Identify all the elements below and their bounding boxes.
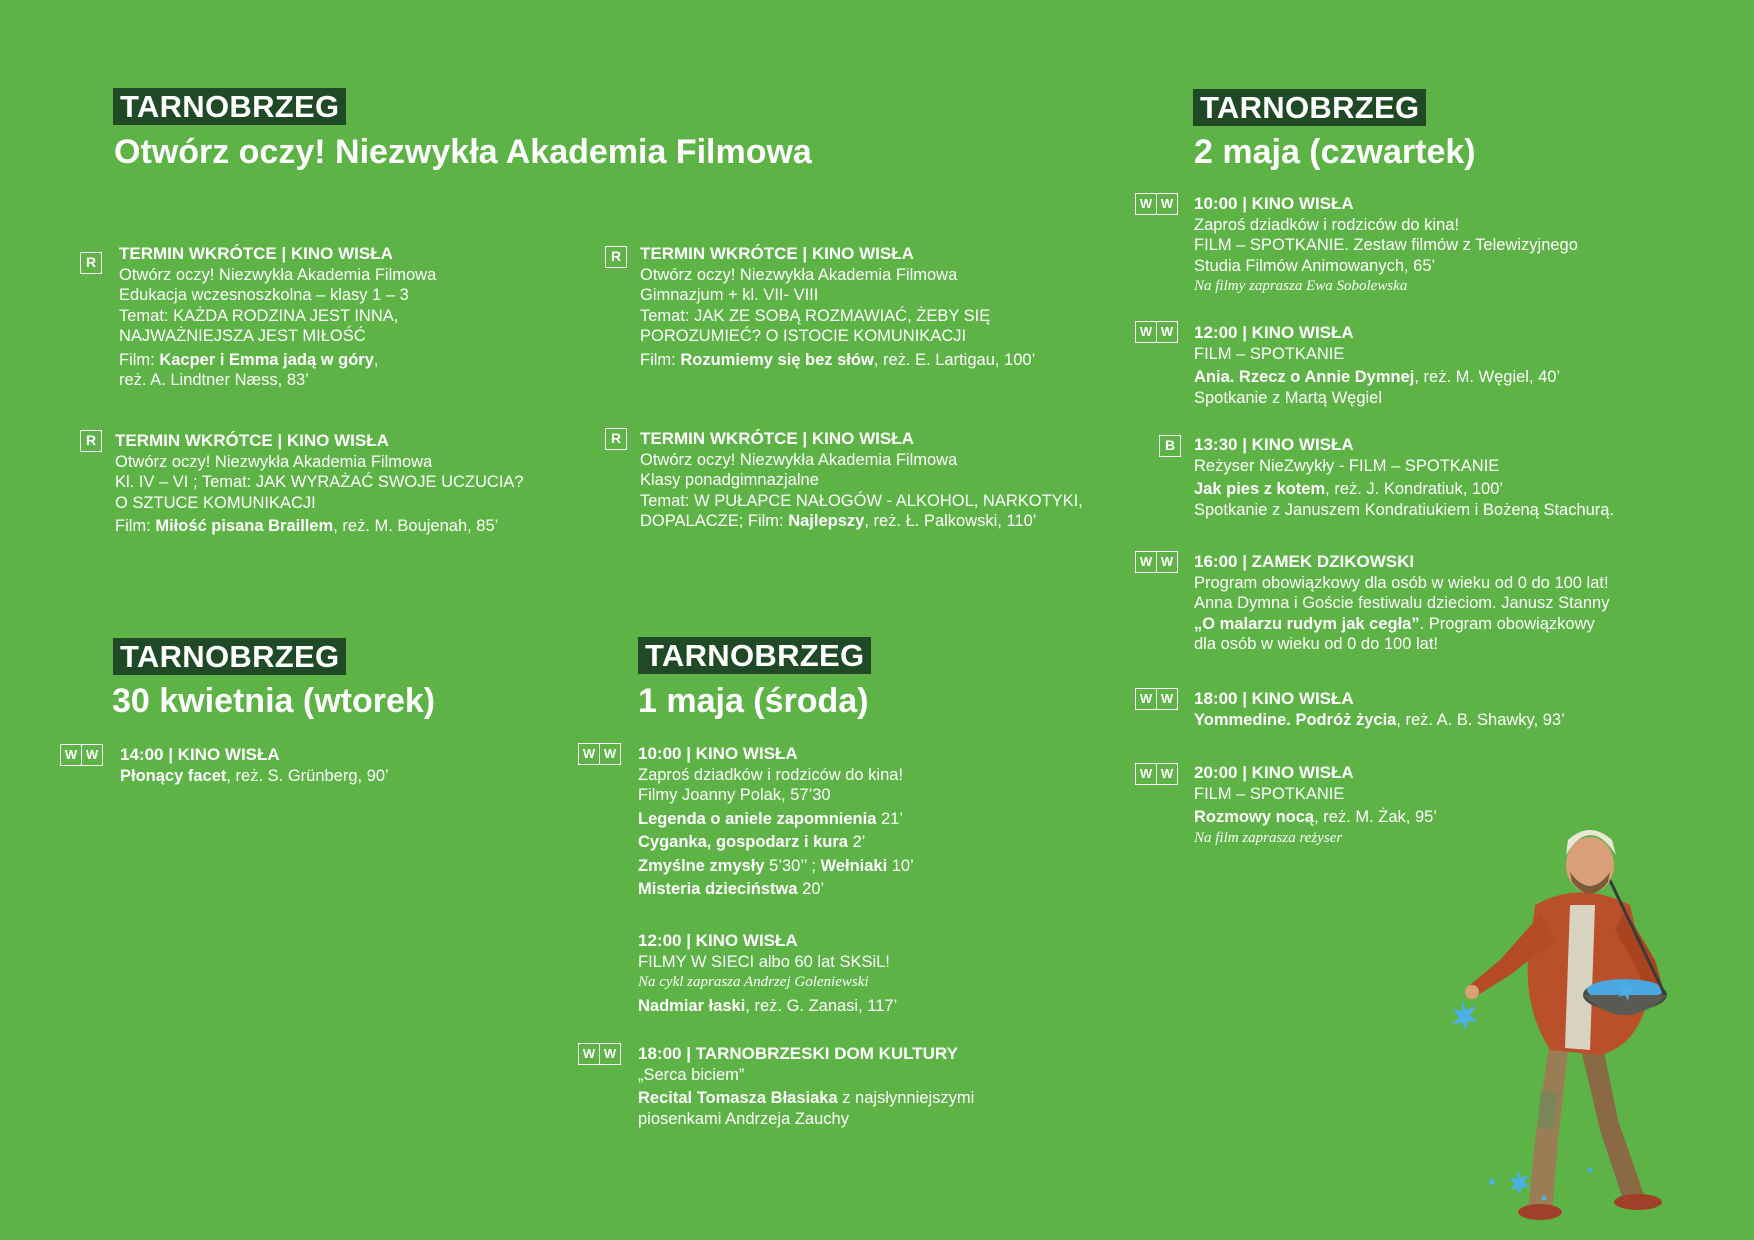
event-line: Temat: W PUŁAPCE NAŁOGÓW - ALKOHOL, NARKOTYKI, [640, 491, 1083, 510]
event-film: Jak pies z kotem, reż. J. Kondratiuk, 100’ [1194, 480, 1504, 498]
sower-illustration [1440, 810, 1690, 1220]
event-film: DOPALACZE; Film: Najlepszy, reż. Ł. Palkowski, 110’ [640, 512, 1037, 530]
event-film: Płonący facet, reż. S. Grünberg, 90’ [120, 766, 389, 785]
event-note: Na cykl zaprasza Andrzej Goleniewski [638, 974, 869, 990]
badge-ww: W W [1135, 763, 1178, 785]
badge-r: R [80, 430, 102, 452]
event-line: Program obowiązkowy dla osób w wieku od 0 do 100 lat! [1194, 573, 1609, 592]
event-time: 13:30 | KINO WISŁA [1194, 435, 1354, 454]
event-line: Otwórz oczy! Niezwykła Akademia Filmowa [115, 452, 433, 471]
event-line: Filmy Joanny Polak, 57’30 [638, 786, 831, 804]
event-line: dla osób w wieku od 0 do 100 lat! [1194, 635, 1438, 653]
event-line: FILM – SPOTKANIE [1194, 344, 1345, 363]
event-2may-4 [1194, 552, 1609, 655]
city-tag-30april: TARNOBRZEG [113, 638, 346, 675]
event-line: Temat: JAK ZE SOBĄ ROZMAWIAĆ, ŻEBY SIĘ [640, 306, 991, 325]
city-tag-academy: TARNOBRZEG [113, 88, 346, 125]
event-time: TERMIN WKRÓTCE | KINO WISŁA [640, 429, 914, 448]
event-film: Film: Kacper i Emma jadą w góry, [119, 350, 379, 369]
event-line: Klasy ponadgimnazjalne [640, 471, 819, 489]
event-line: POROZUMIEĆ? O ISTOCIE KOMUNIKACJI [640, 327, 967, 345]
event-film: Rozmowy nocą, reż. M. Żak, 95’ [1194, 808, 1437, 826]
event-line: FILMY W SIECI albo 60 lat SKSiL! [638, 952, 890, 971]
event-line: Gimnazjum + kl. VII- VIII [640, 286, 819, 304]
film-title: Jak pies z kotem [1194, 480, 1326, 498]
academy-event-3 [115, 431, 524, 537]
film-title: Płonący facet [120, 766, 227, 785]
film-title: Najlepszy [788, 512, 865, 530]
event-note: Na filmy zaprasza Ewa Sobolewska [1194, 278, 1408, 294]
event-line: Otwórz oczy! Niezwykła Akademia Filmowa [640, 450, 958, 469]
event-line: Kl. IV – VI ; Temat: JAK WYRAŻAĆ SWOJE UCZUCIA? [115, 473, 524, 491]
event-2may-1 [1194, 194, 1578, 297]
event-line: Spotkanie z Januszem Kondratiukiem i Bożeną Stachurą. [1194, 500, 1615, 519]
event-time: TERMIN WKRÓTCE | KINO WISŁA [640, 244, 914, 263]
film-title: Zmyślne zmysły [638, 856, 765, 875]
event-note: Na film zaprasza reżyser [1194, 829, 1343, 846]
event-time: TERMIN WKRÓTCE | KINO WISŁA [119, 244, 393, 263]
badge-r: R [605, 246, 627, 268]
film-title: Legenda o aniele zapomnienia [638, 809, 877, 828]
event-1may-3 [638, 1044, 974, 1129]
event-film: Nadmiar łaski, reż. G. Zanasi, 117’ [638, 996, 898, 1015]
badge-r: R [605, 428, 627, 450]
film-title: Misteria dzieciństwa [638, 880, 798, 898]
event-time: 18:00 | TARNOBRZESKI DOM KULTURY [638, 1044, 958, 1063]
event-time: 12:00 | KINO WISŁA [1194, 323, 1354, 342]
city-tag-2may: TARNOBRZEG [1193, 89, 1426, 126]
badge-b: B [1159, 435, 1181, 457]
event-line: „Serca biciem” [638, 1065, 745, 1084]
date-title-1may: 1 maja (środa) [638, 682, 869, 720]
film-title: Rozmowy nocą [1194, 808, 1315, 826]
event-line: Zaproś dziadków i rodziców do kina! [638, 765, 904, 784]
event-line: Zaproś dziadków i rodziców do kina! [1194, 215, 1460, 234]
event-time: 14:00 | KINO WISŁA [120, 745, 280, 764]
badge-r: R [80, 252, 102, 274]
event-film: Film: Miłość pisana Braillem, reż. M. Boujenah, 85’ [115, 517, 499, 535]
academy-event-1 [119, 244, 436, 391]
academy-event-4 [640, 429, 1083, 532]
event-director: reż. A. Lindtner Næss, 83’ [119, 371, 309, 389]
film-title: Wełniaki [820, 856, 888, 875]
film-title: Recital Tomasza Błasiaka [638, 1089, 838, 1107]
badge-ww: W W [1135, 688, 1178, 710]
event-film: Ania. Rzecz o Annie Dymnej, reż. M. Węgiel, 40’ [1194, 368, 1561, 386]
event-film: Legenda o aniele zapomnienia 21’ [638, 809, 903, 828]
film-title: Nadmiar łaski [638, 996, 746, 1015]
event-2may-3 [1194, 435, 1614, 520]
event-line: Temat: KAŻDA RODZINA JEST INNA, [119, 306, 399, 325]
event-film: Recital Tomasza Błasiaka z najsłynniejszymi [638, 1089, 975, 1107]
event-time: 16:00 | ZAMEK DZIKOWSKI [1194, 552, 1415, 571]
event-film: Zmyślne zmysły 5’30’’ ; Wełniaki 10’ [638, 856, 914, 875]
film-title: Miłość pisana Braillem [155, 517, 334, 535]
event-film: Misteria dzieciństwa 20’ [638, 880, 825, 898]
event-time: 20:00 | KINO WISŁA [1194, 763, 1354, 782]
event-1may-1 [638, 744, 914, 900]
badge-ww: W W [1135, 193, 1178, 215]
event-line: Spotkanie z Martą Węgiel [1194, 388, 1383, 407]
film-title: Cyganka, gospodarz i kura [638, 833, 848, 851]
academy-title: Otwórz oczy! Niezwykła Akademia Filmowa [114, 133, 812, 171]
date-title-30april: 30 kwietnia (wtorek) [112, 682, 436, 720]
event-2may-6 [1194, 763, 1437, 848]
event-time: 10:00 | KINO WISŁA [1194, 194, 1354, 213]
badge-ww: W W [578, 743, 621, 765]
film-title: Rozumiemy się bez słów [680, 350, 874, 369]
event-line: Edukacja wczesnoszkolna – klasy 1 – 3 [119, 286, 409, 304]
event-film: Yommedine. Podróż życia, reż. A. B. Shawky, 93’ [1194, 710, 1565, 729]
event-line: Reżyser NieZwykły - FILM – SPOTKANIE [1194, 456, 1500, 475]
event-film: Film: Rozumiemy się bez słów, reż. E. Lartigau, 100’ [640, 350, 1036, 369]
event-time: 18:00 | KINO WISŁA [1194, 689, 1354, 708]
event-line: piosenkami Andrzeja Zauchy [638, 1109, 849, 1128]
city-tag-1may: TARNOBRZEG [638, 637, 871, 674]
event-2may-2 [1194, 323, 1560, 408]
event-2may-5 [1194, 689, 1565, 730]
film-title: „O malarzu rudym jak cegła” [1194, 614, 1420, 633]
event-line: Anna Dymna i Goście festiwalu dzieciom. Janusz Stanny [1194, 594, 1610, 612]
event-line: FILM – SPOTKANIE [1194, 784, 1345, 803]
event-line: Studia Filmów Animowanych, 65’ [1194, 256, 1436, 275]
film-title: Yommedine. Podróż życia [1194, 710, 1397, 729]
event-line: Otwórz oczy! Niezwykła Akademia Filmowa [119, 265, 437, 284]
event-line: Otwórz oczy! Niezwykła Akademia Filmowa [640, 265, 958, 284]
film-title: Kacper i Emma jadą w góry [159, 350, 374, 369]
event-1may-2 [638, 931, 897, 1016]
event-line: NAJWAŻNIEJSZA JEST MIŁOŚĆ [119, 327, 366, 345]
badge-ww: W W [578, 1043, 621, 1065]
event-time: 12:00 | KINO WISŁA [638, 931, 798, 950]
event-line: FILM – SPOTKANIE. Zestaw filmów z Telewizyjnego [1194, 236, 1578, 254]
badge-ww: W W [1135, 321, 1178, 343]
event-film: Cyganka, gospodarz i kura 2’ [638, 833, 866, 851]
academy-event-2 [640, 244, 1035, 370]
badge-ww: W W [1135, 551, 1178, 573]
event-film: „O malarzu rudym jak cegła”. Program obowiązkowy [1194, 614, 1595, 633]
film-title: Ania. Rzecz o Annie Dymnej [1194, 368, 1415, 386]
date-title-2may: 2 maja (czwartek) [1194, 133, 1476, 171]
event-time: TERMIN WKRÓTCE | KINO WISŁA [115, 431, 389, 450]
event-30april-1 [120, 745, 389, 786]
event-time: 10:00 | KINO WISŁA [638, 744, 798, 763]
event-line: O SZTUCE KOMUNIKACJI [115, 493, 316, 512]
badge-ww: W W [60, 744, 103, 766]
